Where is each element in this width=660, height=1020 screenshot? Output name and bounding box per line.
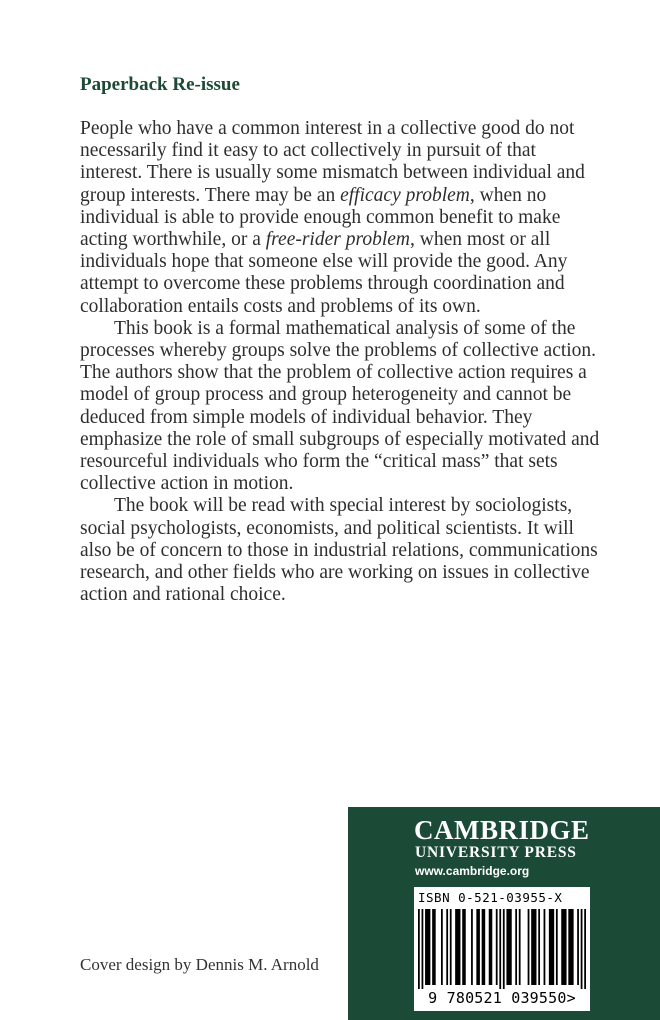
- barcode-bar: [544, 909, 546, 985]
- barcode-bar: [528, 909, 530, 985]
- barcode-bar: [422, 909, 424, 989]
- paragraph-1-text-middle: , when no individual is able to provide enough common benefit to make acting worthwhile, or a: [80, 184, 561, 251]
- barcode-bar: [499, 909, 501, 989]
- barcode-bar: [581, 909, 583, 989]
- barcode-icon: [418, 909, 586, 989]
- barcode-bar: [503, 909, 505, 989]
- emphasis-free-rider-problem: free-rider problem: [265, 229, 410, 251]
- barcode-bar: [506, 909, 511, 985]
- publisher-subname: UNIVERSITY PRESS: [415, 844, 577, 861]
- barcode-bar: [577, 909, 579, 985]
- barcode-bar: [462, 909, 466, 985]
- isbn-number: ISBN 0-521-03955-X: [418, 890, 563, 905]
- ean-end-mark: >: [566, 989, 576, 1007]
- barcode-bar: [471, 909, 473, 985]
- back-cover-blurb: [80, 118, 600, 606]
- barcode-bar: [446, 909, 448, 985]
- barcode-bar: [584, 909, 586, 989]
- ean-number: 9 780521 039550: [428, 989, 567, 1007]
- barcode-bar: [476, 909, 480, 985]
- emphasis-efficacy-problem: efficacy problem: [340, 184, 470, 206]
- publisher-name: CAMBRIDGE: [414, 815, 590, 845]
- barcode-bar: [549, 909, 554, 985]
- paragraph-1-text-end: , when most or all individuals hope that someone else will provide the good. Any attempt to overcome these problems through coordination and collaboration entails costs and problems of its own.: [80, 229, 568, 317]
- barcode-bar: [568, 909, 573, 985]
- barcode-bar: [515, 909, 517, 985]
- section-heading: Paperback Re-issue: [80, 74, 240, 95]
- barcode-bar: [538, 909, 540, 985]
- barcode-bar: [425, 909, 430, 985]
- ean-digits: [414, 989, 590, 1007]
- barcode-bar: [441, 909, 443, 985]
- barcode-bar: [482, 909, 486, 985]
- barcode-bar: [455, 909, 460, 985]
- publisher-url: www.cambridge.org: [415, 864, 530, 878]
- barcode-bar: [432, 909, 436, 985]
- barcode-bar: [519, 909, 521, 985]
- barcode-bar: [561, 909, 566, 985]
- paragraph-3: The book will be read with special interest by sociologists, social psychologists, economists, and political scientists. It will also be of concern to those in industrial relations, communications research, and other fields who are working on issues in collective action and rational choice.: [80, 495, 598, 606]
- paragraph-2: This book is a formal mathematical analysis of some of the processes whereby groups solve the problems of collective action. The authors show that the problem of collective action requires a model of group process and group heterogeneity and cannot be deduced from simple models of individual behavior. They emphasize the role of small subgroups of especially motivated and resourceful individuals who form the “critical mass” that sets collective action in motion.: [80, 317, 600, 495]
- barcode-panel: [414, 887, 590, 1011]
- publisher-imprint-block: [348, 807, 660, 1020]
- barcode-bar: [489, 909, 493, 985]
- cover-design-credit: Cover design by Dennis M. Arnold: [80, 955, 319, 974]
- barcode-bar: [418, 909, 420, 989]
- barcode-bar: [556, 909, 558, 985]
- barcode-bar: [531, 909, 536, 985]
- paragraph-1: [80, 118, 600, 318]
- barcode-bar: [450, 909, 452, 985]
- paragraph-1-text-start: People who have a common interest in a collective good do not necessarily find it easy to act collectively in pursuit of that interest. There is usually some mismatch between individual and group interests. There may be an: [80, 118, 585, 206]
- barcode-bar: [496, 909, 498, 985]
